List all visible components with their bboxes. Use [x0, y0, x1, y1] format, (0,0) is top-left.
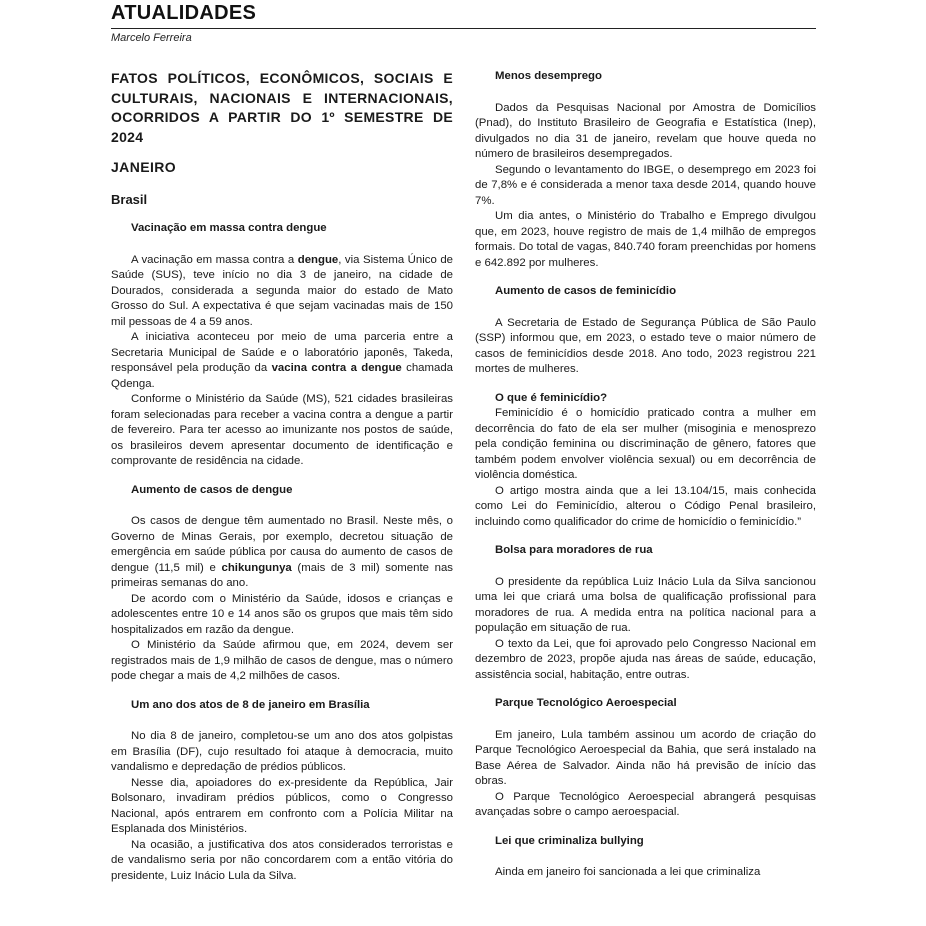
subheading-aumento-dengue: Aumento de casos de dengue — [131, 483, 293, 496]
paragraph: Conforme o Ministério da Saúde (MS), 521 cidades brasileiras foram selecionadas para receber a vacina contra a dengue a partir de fevereiro. Para ter acesso ao imunizante nos postos de saúde, os brasileiros devem apresentar documento de identificação e comprovante de residência na cidade. — [111, 393, 453, 467]
author-name: Marcelo Ferreira — [111, 32, 192, 44]
text-run: chamada Qdenga. — [111, 362, 453, 390]
paragraph: Na ocasião, a justificativa dos atos considerados terroristas e de vandalismo seria por não concordarem com a então vitória do presidente, Luiz Inácio Lula da Silva. — [111, 838, 453, 882]
text-run: A vacinação em massa contra a — [131, 253, 298, 266]
paragraph: Feminicídio é o homicídio praticado contra a mulher em decorrência do fato de ela ser mulher (misoginia e menosprezo pela condição feminina ou discriminação de gênero, fatores que também podem envolver violência sexual) ou em decorrência de violência doméstica. — [475, 407, 816, 481]
paragraph: O presidente da república Luiz Inácio Lula da Silva sancionou uma lei que criará uma bolsa de qualificação profissional para moradores de rua. A medida entra na política nacional para a população em situação de rua. — [475, 575, 816, 634]
text-run: , via Sistema Único de Saúde (SUS), teve início no dia 3 de janeiro, na cidade de Dourados, considerada a segunda maior do estado de Mato Grosso do Sul. A expectativa é que sejam vacinadas mais de 150 mil pessoas de 4 a 59 anos. — [111, 253, 453, 328]
text-run: A iniciativa aconteceu por meio de uma parceria entre a Secretaria Municipal de Saúde e o laboratório japonês, Takeda, responsável pela produção da — [111, 331, 453, 374]
subheading-bolsa-moradores: Bolsa para moradores de rua — [495, 544, 653, 556]
paragraph: O Parque Tecnológico Aeroespecial abrangerá pesquisas avançadas sobre o campo aeroespacial. — [475, 790, 816, 818]
paragraph — [111, 253, 453, 331]
paragraph: Ainda em janeiro foi sancionada a lei que criminaliza — [495, 866, 761, 878]
left-column — [111, 69, 453, 884]
paragraph: Em janeiro, Lula também assinou um acordo de criação do Parque Tecnológico Aeroespecial da Bahia, que será instalado na Base Aérea de Salvador. Ainda não há previsão de início das obras. — [475, 728, 816, 787]
paragraph: O texto da Lei, que foi aprovado pelo Congresso Nacional em dezembro de 2023, propõe ajuda nas áreas de saúde, educação, assistência social, habitação, entre outras. — [475, 637, 816, 681]
subheading-parque-aeroespecial: Parque Tecnológico Aeroespecial — [495, 697, 677, 709]
subheading-8-janeiro: Um ano dos atos de 8 de janeiro em Brasília — [131, 698, 370, 711]
subheading-vacinacao: Vacinação em massa contra dengue — [131, 222, 327, 234]
subheading-feminicidio: Aumento de casos de feminicídio — [495, 285, 677, 297]
right-column — [475, 69, 816, 881]
month-heading: JANEIRO — [111, 159, 177, 175]
paragraph: Um dia antes, o Ministério do Trabalho e Emprego divulgou que, em 2023, houve registro de mais de 1,4 milhão de empregos formais. Do total de vagas, 840.740 foram preenchidas por homens e 642.892 por mulheres. — [475, 210, 816, 269]
subheading-bullying: Lei que criminaliza bullying — [495, 834, 644, 847]
paragraph: Dados da Pesquisas Nacional por Amostra de Domicílios (Pnad), do Instituto Brasileiro de Geografia e Estatística (Inep), divulgados no dia 31 de janeiro, revelam que houve queda no número de brasileiros desempregados. — [475, 101, 816, 160]
text-run: (mais de 3 mil) somente nas primeiras semanas do ano. — [111, 561, 454, 589]
article-title: FATOS POLÍTICOS, ECONÔMICOS, SOCIAIS E CULTURAIS, NACIONAIS E INTERNACIONAIS, OCORRIDOS A PARTIR DO 1º SEMESTRE DE 2024 — [111, 70, 453, 145]
country-heading: Brasil — [111, 191, 148, 207]
bold-term: chikungunya — [221, 561, 292, 574]
paragraph: De acordo com o Ministério da Saúde, idosos e crianças e adolescentes entre 10 e 14 anos são os grupos que mais têm sido hospitalizados em razão da dengue. — [111, 592, 453, 636]
paragraph — [111, 330, 453, 392]
subheading-menos-desemprego: Menos desemprego — [495, 70, 602, 82]
paragraph: Nesse dia, apoiadores do ex-presidente da República, Jair Bolsonaro, invadiram prédios públicos, como o Congresso Nacional, após entrarem em confronto com a Polícia Militar na Esplanada dos Ministérios. — [111, 776, 453, 835]
subheading-o-que-e-feminicidio: O que é feminicídio? — [495, 391, 608, 404]
paragraph: O artigo mostra ainda que a lei 13.104/15, mais conhecida como Lei do Feminicídio, alterou o Código Penal brasileiro, incluindo como qualificador do crime de homicídio o feminicídio.” — [475, 484, 816, 528]
paragraph: O Ministério da Saúde afirmou que, em 2024, devem ser registrados mais de 1,9 milhão de casos de dengue, mas o número pode chegar a mais de 4,2 milhões de casos. — [111, 639, 453, 682]
header-rule — [111, 28, 816, 29]
paragraph: No dia 8 de janeiro, completou-se um ano dos atos golpistas em Brasília (DF), cujo resultado foi ataque à democracia, muito vandalismo e depredação de prédios públicos. — [111, 730, 453, 773]
paragraph — [111, 514, 453, 592]
paragraph: Segundo o levantamento do IBGE, o desemprego em 2023 foi de 7,8% e é considerada a menor taxa desde 2014, quando houve 7%. — [475, 163, 816, 207]
paragraph: A Secretaria de Estado de Segurança Pública de São Paulo (SSP) informou que, em 2023, o estado teve o maior número de casos de feminicídios desde 2018. Ano todo, 2023 registrou 221 mortes de mulheres. — [475, 316, 816, 375]
bold-term: vacina contra a dengue — [271, 362, 402, 374]
section-title: ATUALIDADES — [111, 2, 257, 24]
text-run: Os casos de dengue têm aumentado no Brasil. Neste mês, o Governo de Minas Gerais, por exemplo, decretou situação de emergência em saúde pública por causa do aumento de casos de dengue (11,5 mil) e — [111, 515, 453, 574]
bold-term: dengue — [297, 253, 339, 266]
